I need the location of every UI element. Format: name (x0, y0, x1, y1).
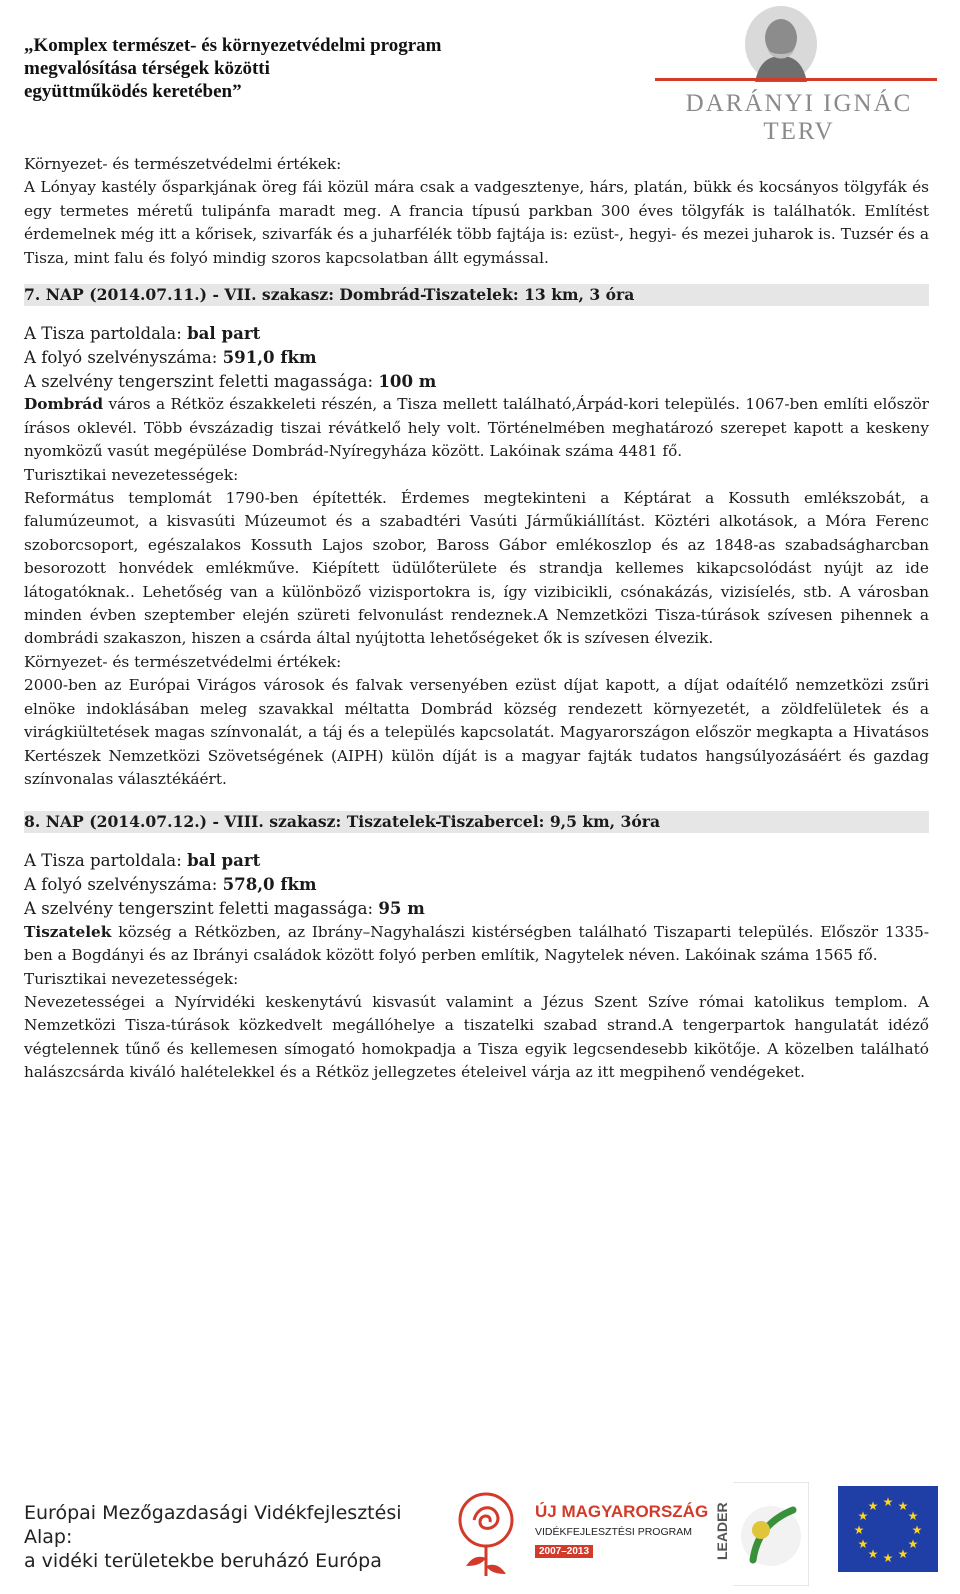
svg-text:★: ★ (911, 1523, 923, 1537)
svg-text:★: ★ (882, 1551, 894, 1565)
svg-text:★: ★ (867, 1547, 879, 1561)
day-7-info (24, 322, 929, 393)
town-description: Tiszatelek község a Rétközben, az Ibrány–Nagyhalászi kistérségben található Tiszaparti település. Először 1335-ben a Bogdányi és az Ibrányi családok között folyó perben említik, Nagytelek néven. Lakóinak száma 1565 fő. (24, 922, 929, 965)
logo-divider (655, 78, 937, 81)
altitude-line: A szelvény tengerszint feletti magassága: 95 m (24, 897, 425, 918)
svg-text:★: ★ (907, 1509, 919, 1523)
paragraph: Nevezetességei a Nyírvidéki keskenytávú kisvasút valamint a Jézus Szent Szíve római katolikus templom. A Nemzetközi Tisza-túrások közkedvelt megállóhelye a tiszatelki szabad strand.A tengerpartok hangulatát idéző végtelennek tűnő és kellemesen símogató homokpadja a Tisza egyik legcsendesebb kikötője. A közelben található halászcsárda kiváló halételekkel és a Rétköz jellegzetes ételeivel várja az itt megpihenő vendégeket. (24, 992, 929, 1082)
day-7-heading: 7. NAP (2014.07.11.) - VII. szakasz: Dombrád-Tiszatelek: 13 km, 3 óra (24, 284, 929, 306)
um-subtitle: VIDÉKFEJLESZTÉSI PROGRAM (535, 1526, 692, 1538)
daranyi-ignac-terv-logo (650, 4, 950, 145)
portrait-icon (735, 4, 827, 86)
river-km-line: A folyó szelvényszáma: 578,0 fkm (24, 874, 317, 895)
river-side-line: A Tisza partoldala: bal part (24, 850, 261, 871)
leader-logo-icon (713, 1482, 809, 1586)
document-body (24, 153, 929, 1085)
section-heading: Turisztikai nevezetességek: (24, 465, 239, 484)
eafrd-text: Európai Mezőgazdasági Vidékfejlesztési Alap: a vidéki területekbe beruházó Európa (24, 1502, 402, 1572)
svg-text:★: ★ (853, 1523, 865, 1537)
river-side-line: A Tisza partoldala: bal part (24, 323, 261, 344)
altitude-line: A szelvény tengerszint feletti magassága: 100 m (24, 370, 437, 391)
svg-text:★: ★ (897, 1499, 909, 1513)
leader-text: LEADER (714, 1502, 730, 1560)
um-years: 2007–2013 (535, 1545, 593, 1558)
paragraph: A Lónyay kastély ősparkjának öreg fái közül mára csak a vadgesztenye, hárs, platán, bükk és kocsányos tölgyfák és egy termetes méretű tulipánfa maradt meg. A francia típusú parkban 300 éves tölgyfák is találhatók. Említést érdemelnek még itt a kőrisek, szivarfák és a juharfélék több fajtája is: ezüst-, hegyi- és mezei juharok is. Tuzsér és a Tisza, mint falu és folyó mindig szoros kapcsolatban állt egymással. (24, 178, 929, 267)
svg-text:★: ★ (882, 1495, 894, 1509)
svg-text:★: ★ (897, 1547, 909, 1561)
svg-text:★: ★ (857, 1509, 869, 1523)
day-8-info (24, 849, 929, 920)
svg-text:★: ★ (907, 1537, 919, 1551)
page-footer (0, 1474, 960, 1594)
svg-text:★: ★ (867, 1499, 879, 1513)
paragraph: Református templomát 1790-ben építették. Érdemes megtekinteni a Képtárat a Kossuth emlékszobát, a falumúzeumot, a kisvasúti Múzeumot és a szabadtéri Vasúti Járműkiállítást. Köztéri alkotások, a Móra Ferenc szoborcsoport, egészalakos Kossuth Lajos szobor, Baross Gábor emlékoszlop és az 1848-as szabadságharcban besorozott honvédek emlékműve. Kiépített üdülőterülete és strandja kellemes kikapcsolódást nyújt az ide látogatóknak.. Lehetőség van a különböző vizisportokra is, így vizibicikli, csónakázás, vizisíelés, stb. A városban minden évben szeptember elején szüreti felvonulást rendeznek.A Nemzetközi Tisza-túrások szívesen pihennek a dombrádi szakaszon, hiszen a csárda által nyújtotta lehetőségeket ők is szívesen élvezik. (24, 489, 929, 648)
day-8-heading: 8. NAP (2014.07.12.) - VIII. szakasz: Tiszatelek-Tiszabercel: 9,5 km, 3óra (24, 811, 929, 833)
program-title: „Komplex természet- és környezetvédelmi program megvalósítása térségek közötti együttműködés keretében” (24, 35, 442, 102)
eu-flag-icon (838, 1486, 938, 1572)
uj-magyarorszag-logo (527, 1494, 707, 1580)
town-description: Dombrád város a Rétköz északkeleti részén, a Tisza mellett található,Árpád-kori település. 1067-ben említi először írásos oklevél. Több évszázadig tiszai révátkelő hely volt. Történelmében meghatározó szerepet kapott a keskeny nyomközű vasút megépülése Dombrád-Nyíregyháza között. Lakóinak száma 4481 fő. (24, 395, 929, 461)
rose-emblem-icon (450, 1486, 520, 1582)
logo-text: DARÁNYI IGNÁC TERV (685, 90, 913, 145)
um-title: ÚJ MAGYARORSZÁG (535, 1502, 709, 1521)
paragraph: 2000-ben az Európai Virágos városok és falvak versenyében ezüst díjat kapott, a díjat odaítélő nemzetközi zsűri elnöke indoklásában meleg szavakkal méltatta Dombrád község rendezett környezetét, a zöldfelületek és a virágkiültetések magas színvonalát, a táj és a település kapcsolatát. Magyarországon először megkapta a Hivatásos Kertészek Nemzetközi Szövetségének (AIPH) külön díját is a magyar fajták tudatos hangsúlyozásáért és gazdag színvonalas választékáért. (24, 676, 929, 788)
page-header (0, 0, 960, 145)
section-heading: Környezet- és természetvédelmi értékek: (24, 155, 342, 173)
river-km-line: A folyó szelvényszáma: 591,0 fkm (24, 346, 317, 367)
section-heading: Turisztikai nevezetességek: (24, 969, 239, 988)
section-heading: Környezet- és természetvédelmi értékek: (24, 652, 342, 671)
svg-text:★: ★ (857, 1537, 869, 1551)
